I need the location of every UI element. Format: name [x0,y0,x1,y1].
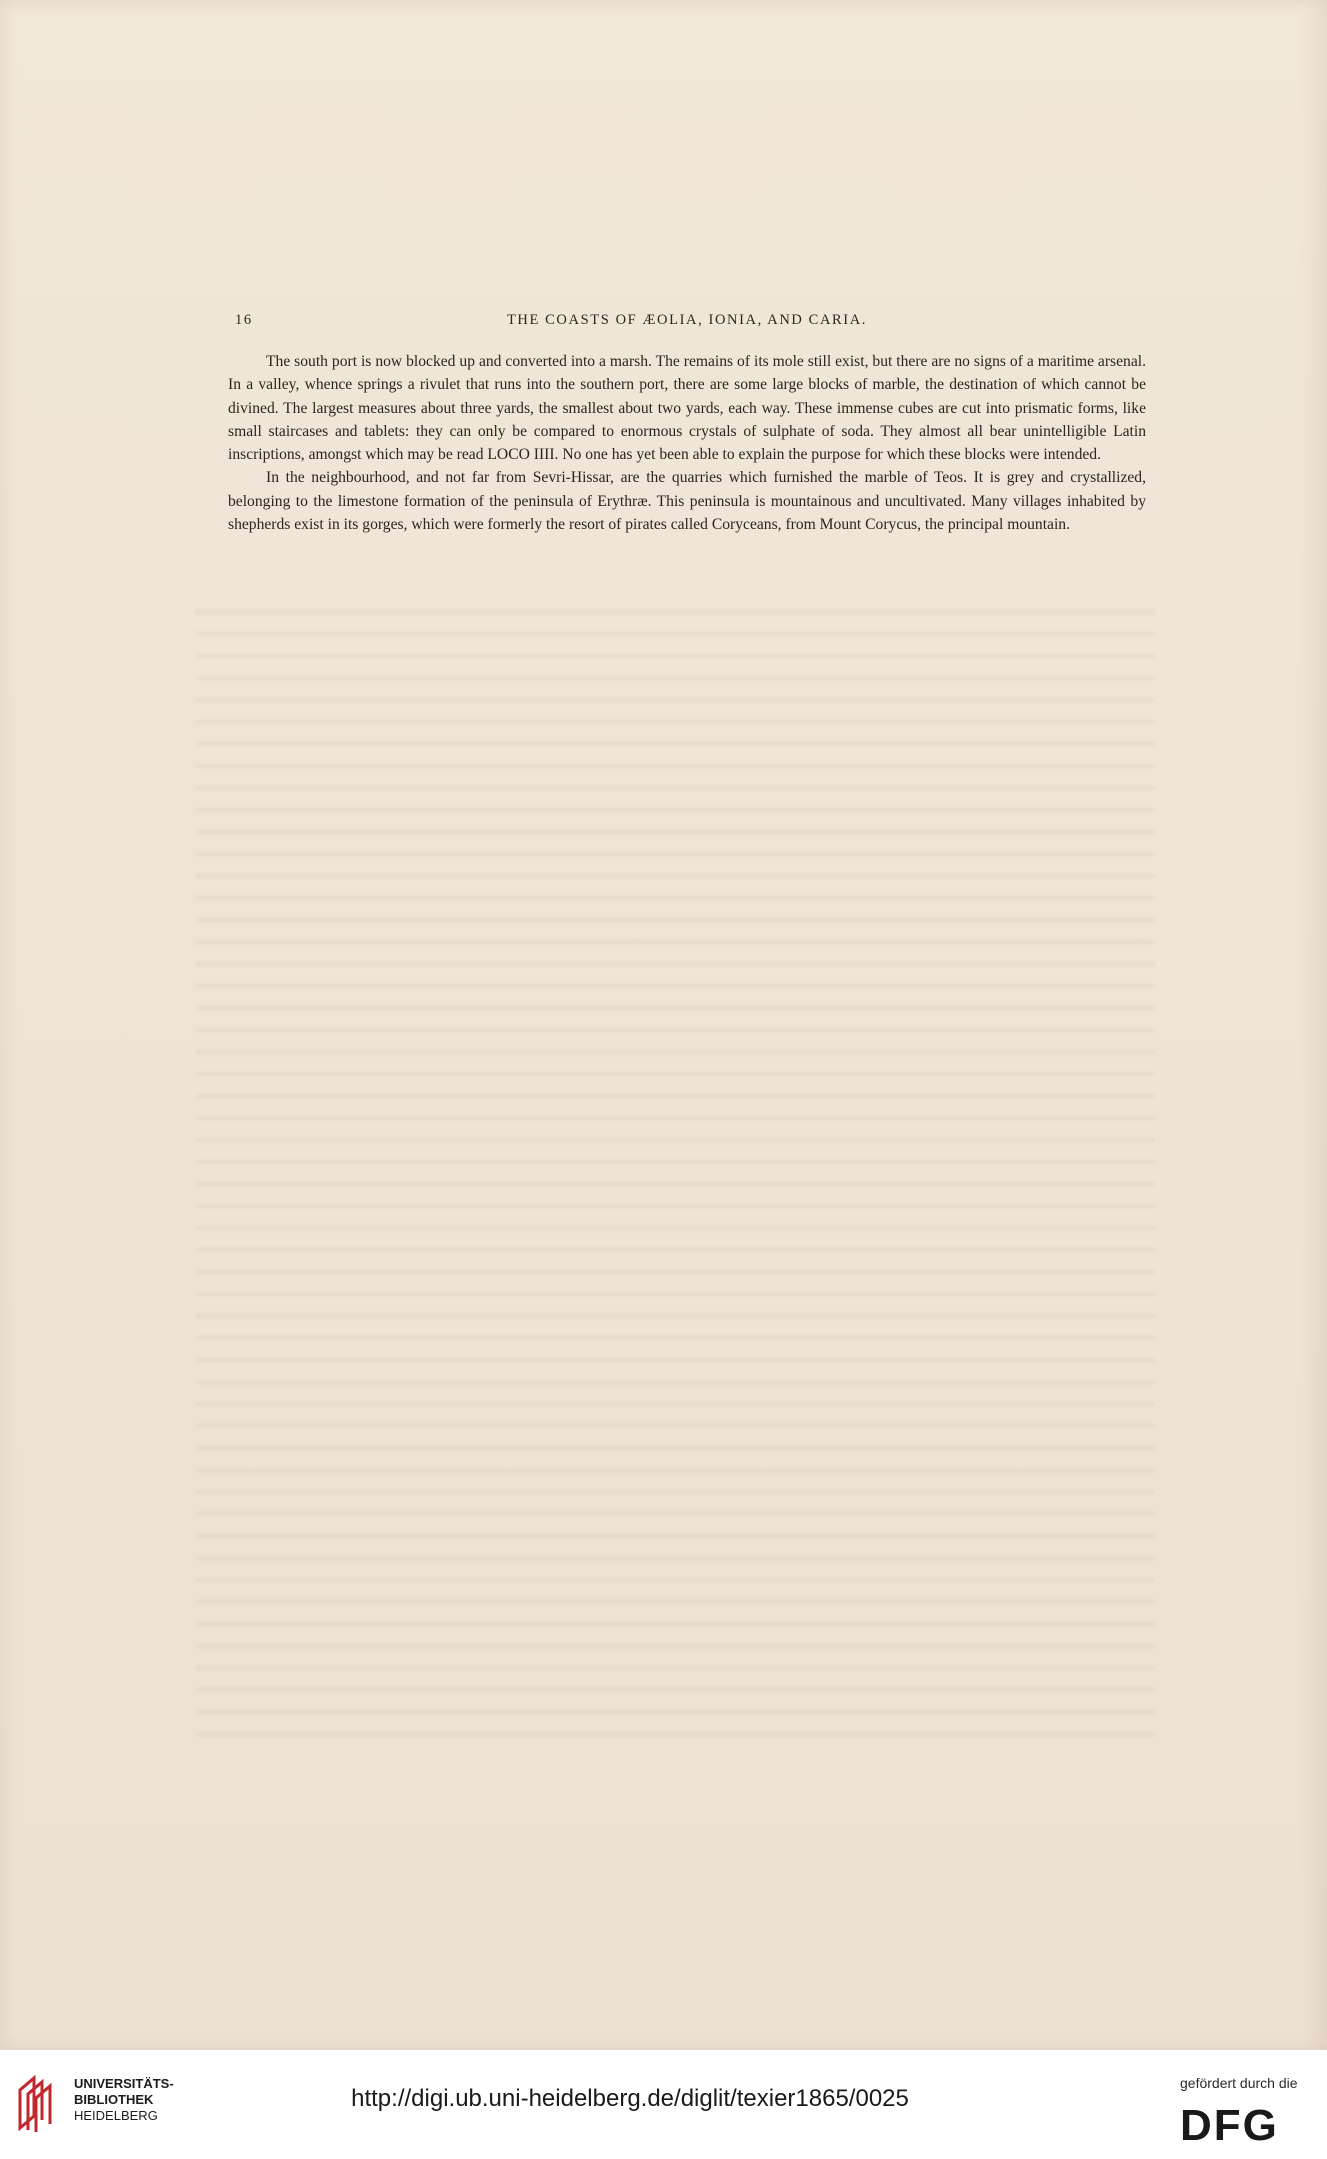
paragraph-2: In the neighbourhood, and not far from Sevri-Hissar, are the quarries which furnished the marble of Teos. It is grey and crystallized, belonging to the limestone formation of the peninsula of Erythræ. This peninsula is mountainous and uncultivated. Many villages inhabited by shepherds exist in its gorges, which were formerly the resort of pirates called Coryceans, from Mount Corycus, the principal mountain. [228,469,1146,534]
page-number: 16 [235,312,253,328]
funding-label: gefördert durch die [1180,2075,1298,2091]
running-title: THE COASTS OF ÆOLIA, IONIA, AND CARIA. [506,312,868,328]
dfg-logo[interactable]: DFG [1180,2101,1279,2150]
university-library-logo-icon[interactable] [14,2072,62,2134]
permalink-url[interactable]: http://digi.ub.uni-heidelberg.de/diglit/texier1865/0025 [351,2085,909,2112]
paragraph-1: The south port is now blocked up and converted into a marsh. The remains of its mole still exist, but there are no signs of a maritime arsenal. In a valley, whence springs a rivulet that runs into the southern port, there are some large blocks of marble, the destination of which cannot be divined. The largest measures about three yards, the smallest about two yards, each way. These immense cubes are cut into prismatic forms, like small staircases and tablets: they can only be compared to enormous crystals of sulphate of soda. They almost all bear unintelligible Latin inscriptions, amongst which may be read LOCO IIII. No one has yet been able to explain the purpose for which these blocks were intended. [228,353,1146,464]
library-name-line-2: BIBLIOTHEK [74,2092,154,2107]
university-library-name[interactable] [74,2076,174,2124]
page-header [228,312,1146,332]
show-through-text [195,600,1155,1750]
library-name-line-3: HEIDELBERG [74,2108,158,2123]
library-name-line-1: UNIVERSITÄTS- [74,2076,174,2091]
body-text [228,350,1146,536]
